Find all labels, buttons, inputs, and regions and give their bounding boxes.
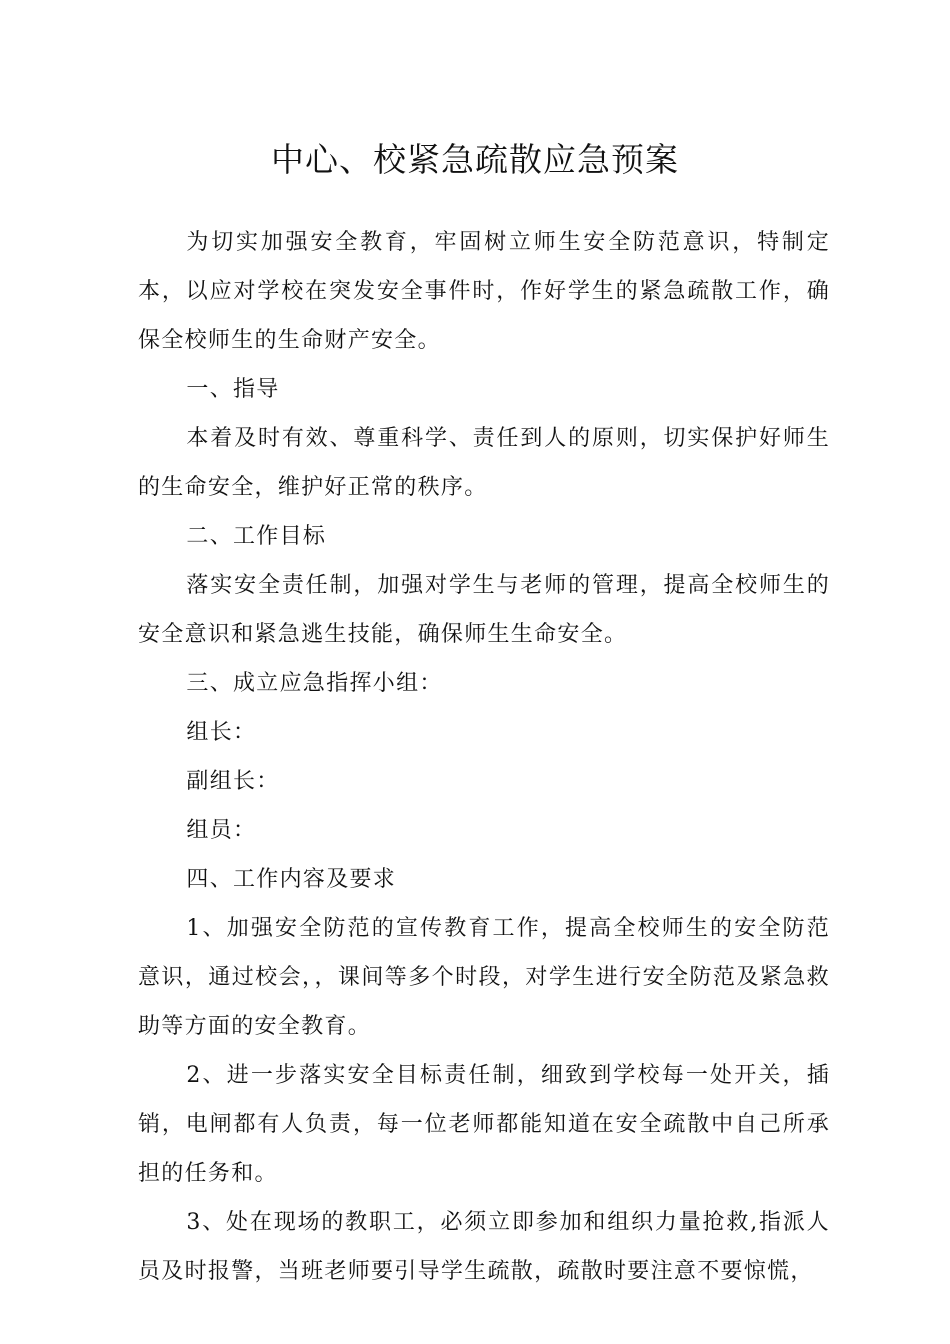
paragraph-item-3: 3、处在现场的教职工，必须立即参加和组织力量抢救,指派人员及时报警，当班老师要引导学生疏散，疏散时要注意不要惊慌，	[138, 1210, 830, 1284]
paragraph-item-1: 1、加强安全防范的宣传教育工作，提高全校师生的安全防范意识，通过校会，，课间等多个时段，对学生进行安全防范及紧急救助等方面的安全教育。	[138, 916, 830, 1039]
heading-command-group: 三、成立应急指挥小组：	[186, 671, 443, 696]
paragraph-guidance: 本着及时有效、尊重科学、责任到人的原则，切实保护好师生的生命安全，维护好正常的秩序。	[138, 426, 830, 500]
line-members: 组员：	[186, 818, 257, 843]
paragraph-intro: 为切实加强安全教育，牢固树立师生安全防范意识，特制定本，以应对学校在突发安全事件时，作好学生的紧急疏散工作，确保全校师生的生命财产安全。	[138, 230, 830, 353]
document-title: 中心、校紧急疏散应急预案	[271, 140, 679, 179]
paragraph-item-2: 2、进一步落实安全目标责任制，细致到学校每一处开关，插销，电闸都有人负责，每一位老师都能知道在安全疏散中自己所承担的任务和。	[138, 1063, 830, 1186]
line-deputy-leader: 副组长：	[186, 769, 280, 794]
paragraph-goals: 落实安全责任制，加强对学生与老师的管理，提高全校师生的安全意识和紧急逃生技能，确保师生生命安全。	[138, 573, 830, 647]
line-group-leader: 组长：	[186, 720, 257, 745]
heading-work-content: 四、工作内容及要求	[186, 867, 397, 892]
heading-guidance: 一、指导	[186, 377, 280, 402]
heading-goals: 二、工作目标	[186, 524, 327, 549]
document-body	[138, 218, 830, 1296]
